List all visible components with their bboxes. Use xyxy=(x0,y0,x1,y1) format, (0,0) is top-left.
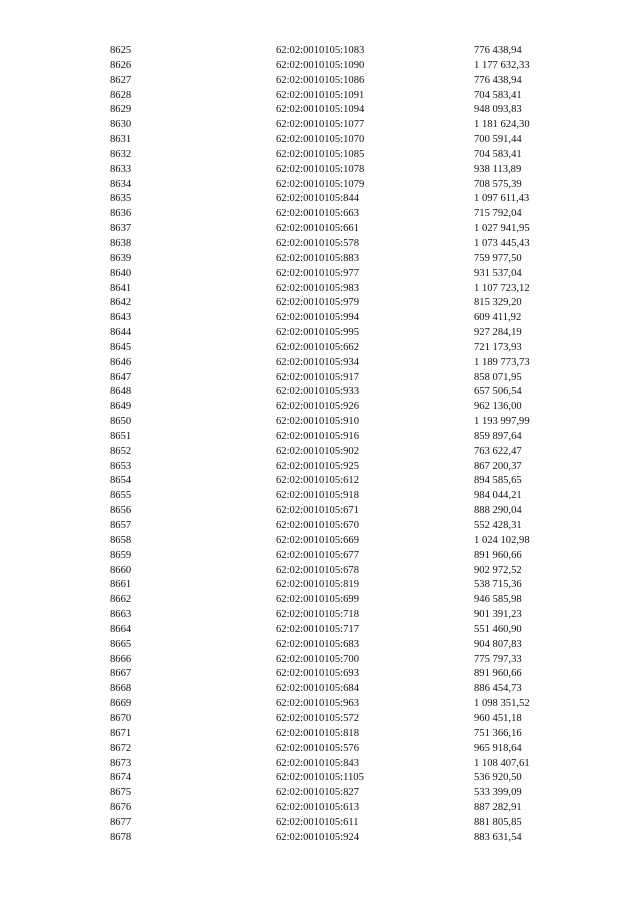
cadastral-value-cell: 984 044,21 xyxy=(474,490,522,502)
row-number-cell: 8648 xyxy=(110,386,132,398)
table-row xyxy=(0,667,640,682)
row-number-cell: 8650 xyxy=(110,416,132,428)
cadastral-number-cell: 62:02:0010105:578 xyxy=(276,237,359,249)
row-number-cell: 8673 xyxy=(110,757,132,769)
cadastral-number-cell: 62:02:0010105:819 xyxy=(276,579,359,591)
table-row xyxy=(0,252,640,267)
cadastral-value-cell: 901 391,23 xyxy=(474,609,522,621)
table-row xyxy=(0,742,640,757)
table-row xyxy=(0,519,640,534)
row-number-cell: 8628 xyxy=(110,89,132,101)
row-number-cell: 8656 xyxy=(110,505,132,517)
row-number-cell: 8675 xyxy=(110,787,132,799)
cadastral-value-cell: 1 097 611,43 xyxy=(474,193,530,205)
row-number-cell: 8625 xyxy=(110,45,132,56)
cadastral-value-cell: 775 797,33 xyxy=(474,653,522,665)
table-row xyxy=(0,816,640,831)
row-number-cell: 8665 xyxy=(110,638,132,650)
cadastral-number-cell: 62:02:0010105:700 xyxy=(276,653,359,665)
table-row xyxy=(0,371,640,386)
row-number-cell: 8667 xyxy=(110,668,132,680)
row-number-cell: 8636 xyxy=(110,208,132,220)
cadastral-number-cell: 62:02:0010105:827 xyxy=(276,787,359,799)
row-number-cell: 8669 xyxy=(110,698,132,710)
cadastral-number-cell: 62:02:0010105:910 xyxy=(276,416,359,428)
cadastral-number-cell: 62:02:0010105:1086 xyxy=(276,74,365,86)
cadastral-number-cell: 62:02:0010105:918 xyxy=(276,490,359,502)
row-number-cell: 8662 xyxy=(110,594,132,606)
cadastral-number-cell: 62:02:0010105:994 xyxy=(276,312,359,324)
cadastral-value-cell: 962 136,00 xyxy=(474,401,522,413)
table-row xyxy=(0,148,640,163)
cadastral-value-cell: 533 399,09 xyxy=(474,787,522,799)
table-row xyxy=(0,564,640,579)
cadastral-number-cell: 62:02:0010105:684 xyxy=(276,683,359,695)
table-row xyxy=(0,460,640,475)
table-row xyxy=(0,163,640,178)
table-row xyxy=(0,831,640,846)
cadastral-number-cell: 62:02:0010105:718 xyxy=(276,609,359,621)
table-row xyxy=(0,489,640,504)
cadastral-value-cell: 776 438,94 xyxy=(474,45,522,56)
cadastral-number-cell: 62:02:0010105:671 xyxy=(276,505,359,517)
cadastral-value-cell: 931 537,04 xyxy=(474,267,522,279)
cadastral-number-cell: 62:02:0010105:995 xyxy=(276,327,359,339)
table-row xyxy=(0,400,640,415)
row-number-cell: 8632 xyxy=(110,148,132,160)
cadastral-number-cell: 62:02:0010105:683 xyxy=(276,638,359,650)
cadastral-number-cell: 62:02:0010105:924 xyxy=(276,831,359,843)
cadastral-value-cell: 552 428,31 xyxy=(474,520,522,531)
table-row xyxy=(0,474,640,489)
row-number-cell: 8647 xyxy=(110,371,132,383)
row-number-cell: 8655 xyxy=(110,490,132,502)
cadastral-number-cell: 62:02:0010105:1085 xyxy=(276,148,365,160)
cadastral-number-cell: 62:02:0010105:925 xyxy=(276,460,359,472)
row-number-cell: 8657 xyxy=(110,520,132,531)
row-number-cell: 8631 xyxy=(110,134,132,146)
table-row xyxy=(0,534,640,549)
table-row xyxy=(0,207,640,222)
row-number-cell: 8651 xyxy=(110,430,132,442)
cadastral-value-cell: 887 282,91 xyxy=(474,802,522,814)
table-row xyxy=(0,311,640,326)
row-number-cell: 8659 xyxy=(110,549,132,561)
cadastral-number-cell: 62:02:0010105:926 xyxy=(276,401,359,413)
cadastral-value-cell: 904 807,83 xyxy=(474,638,522,650)
cadastral-number-cell: 62:02:0010105:979 xyxy=(276,297,359,309)
table-row xyxy=(0,103,640,118)
cadastral-number-cell: 62:02:0010105:678 xyxy=(276,564,359,576)
table-row xyxy=(0,608,640,623)
table-row xyxy=(0,638,640,653)
row-number-cell: 8663 xyxy=(110,609,132,621)
cadastral-value-cell: 815 329,20 xyxy=(474,297,522,309)
cadastral-value-cell: 965 918,64 xyxy=(474,742,522,754)
cadastral-number-cell: 62:02:0010105:917 xyxy=(276,371,359,383)
cadastral-value-cell: 1 108 407,61 xyxy=(474,757,530,769)
cadastral-number-cell: 62:02:0010105:1090 xyxy=(276,59,365,71)
cadastral-number-cell: 62:02:0010105:717 xyxy=(276,623,359,635)
row-number-cell: 8676 xyxy=(110,802,132,814)
table-row xyxy=(0,44,640,59)
cadastral-value-cell: 891 960,66 xyxy=(474,549,522,561)
cadastral-number-cell: 62:02:0010105:916 xyxy=(276,430,359,442)
row-number-cell: 8633 xyxy=(110,163,132,175)
row-number-cell: 8652 xyxy=(110,445,132,457)
cadastral-value-cell: 927 284,19 xyxy=(474,327,522,339)
cadastral-value-cell: 881 805,85 xyxy=(474,816,522,828)
cadastral-value-cell: 751 366,16 xyxy=(474,727,522,739)
table-row xyxy=(0,133,640,148)
row-number-cell: 8639 xyxy=(110,252,132,264)
cadastral-value-cell: 891 960,66 xyxy=(474,668,522,680)
row-number-cell: 8649 xyxy=(110,401,132,413)
cadastral-number-cell: 62:02:0010105:612 xyxy=(276,475,359,487)
row-number-cell: 8666 xyxy=(110,653,132,665)
cadastral-value-cell: 960 451,18 xyxy=(474,712,522,724)
table-row xyxy=(0,415,640,430)
cadastral-number-cell: 62:02:0010105:1105 xyxy=(276,772,364,784)
row-number-cell: 8664 xyxy=(110,623,132,635)
cadastral-value-cell: 1 177 632,33 xyxy=(474,59,530,71)
cadastral-value-cell: 1 073 445,43 xyxy=(474,237,530,249)
cadastral-number-cell: 62:02:0010105:663 xyxy=(276,208,359,220)
cadastral-number-cell: 62:02:0010105:677 xyxy=(276,549,359,561)
table-row xyxy=(0,326,640,341)
cadastral-number-cell: 62:02:0010105:933 xyxy=(276,386,359,398)
cadastral-value-cell: 888 290,04 xyxy=(474,505,522,517)
table-row xyxy=(0,712,640,727)
cadastral-value-cell: 1 098 351,52 xyxy=(474,698,530,710)
table-row xyxy=(0,237,640,252)
row-number-cell: 8653 xyxy=(110,460,132,472)
row-number-cell: 8670 xyxy=(110,712,132,724)
cadastral-number-cell: 62:02:0010105:661 xyxy=(276,223,359,235)
cadastral-number-cell: 62:02:0010105:883 xyxy=(276,252,359,264)
table-row xyxy=(0,222,640,237)
cadastral-number-cell: 62:02:0010105:693 xyxy=(276,668,359,680)
table-row xyxy=(0,682,640,697)
cadastral-value-cell: 715 792,04 xyxy=(474,208,522,220)
row-number-cell: 8638 xyxy=(110,237,132,249)
row-number-cell: 8674 xyxy=(110,772,132,784)
cadastral-number-cell: 62:02:0010105:977 xyxy=(276,267,359,279)
cadastral-value-cell: 721 173,93 xyxy=(474,341,522,353)
cadastral-number-cell: 62:02:0010105:699 xyxy=(276,594,359,606)
table-row xyxy=(0,89,640,104)
row-number-cell: 8635 xyxy=(110,193,132,205)
cadastral-number-cell: 62:02:0010105:843 xyxy=(276,757,359,769)
cadastral-value-cell: 948 093,83 xyxy=(474,104,522,116)
cadastral-value-cell: 704 583,41 xyxy=(474,89,522,101)
table-row xyxy=(0,757,640,772)
cadastral-value-cell: 858 071,95 xyxy=(474,371,522,383)
row-number-cell: 8646 xyxy=(110,356,132,368)
cadastral-value-cell: 1 189 773,73 xyxy=(474,356,530,368)
cadastral-value-cell: 776 438,94 xyxy=(474,74,522,86)
table-row xyxy=(0,623,640,638)
row-number-cell: 8661 xyxy=(110,579,132,591)
cadastral-value-cell: 902 972,52 xyxy=(474,564,522,576)
table-row xyxy=(0,697,640,712)
row-number-cell: 8643 xyxy=(110,312,132,324)
row-number-cell: 8668 xyxy=(110,683,132,695)
row-number-cell: 8654 xyxy=(110,475,132,487)
cadastral-value-cell: 704 583,41 xyxy=(474,148,522,160)
row-number-cell: 8645 xyxy=(110,341,132,353)
table-row xyxy=(0,593,640,608)
cadastral-value-cell: 886 454,73 xyxy=(474,683,522,695)
table-row xyxy=(0,786,640,801)
table-row xyxy=(0,282,640,297)
cadastral-number-cell: 62:02:0010105:818 xyxy=(276,727,359,739)
cadastral-number-cell: 62:02:0010105:572 xyxy=(276,712,359,724)
cadastral-number-cell: 62:02:0010105:1077 xyxy=(276,119,365,131)
cadastral-value-cell: 859 897,64 xyxy=(474,430,522,442)
table-row xyxy=(0,59,640,74)
cadastral-value-cell: 708 575,39 xyxy=(474,178,522,190)
table-row xyxy=(0,296,640,311)
table-row xyxy=(0,801,640,816)
cadastral-value-cell: 763 622,47 xyxy=(474,445,522,457)
table-row xyxy=(0,118,640,133)
cadastral-value-cell: 609 411,92 xyxy=(474,312,522,324)
row-number-cell: 8641 xyxy=(110,282,132,294)
table-row xyxy=(0,430,640,445)
cadastral-value-cell: 538 715,36 xyxy=(474,579,522,591)
cadastral-value-cell: 938 113,89 xyxy=(474,163,522,175)
table-row xyxy=(0,356,640,371)
table-row xyxy=(0,178,640,193)
cadastral-value-cell: 867 200,37 xyxy=(474,460,522,472)
table-row xyxy=(0,192,640,207)
row-number-cell: 8642 xyxy=(110,297,132,309)
cadastral-value-cell: 1 181 624,30 xyxy=(474,119,530,131)
row-number-cell: 8626 xyxy=(110,59,132,71)
cadastral-number-cell: 62:02:0010105:613 xyxy=(276,802,359,814)
table-row xyxy=(0,74,640,89)
cadastral-value-cell: 946 585,98 xyxy=(474,594,522,606)
row-number-cell: 8677 xyxy=(110,816,132,828)
cadastral-number-cell: 62:02:0010105:983 xyxy=(276,282,359,294)
cadastral-number-cell: 62:02:0010105:1083 xyxy=(276,45,365,56)
table-row xyxy=(0,771,640,786)
cadastral-number-cell: 62:02:0010105:934 xyxy=(276,356,359,368)
row-number-cell: 8678 xyxy=(110,831,132,843)
cadastral-value-cell: 1 027 941,95 xyxy=(474,223,530,235)
row-number-cell: 8629 xyxy=(110,104,132,116)
cadastral-number-cell: 62:02:0010105:1079 xyxy=(276,178,365,190)
cadastral-value-cell: 883 631,54 xyxy=(474,831,522,843)
row-number-cell: 8640 xyxy=(110,267,132,279)
row-number-cell: 8644 xyxy=(110,327,132,339)
cadastral-number-cell: 62:02:0010105:669 xyxy=(276,534,359,546)
cadastral-number-cell: 62:02:0010105:1091 xyxy=(276,89,365,101)
row-number-cell: 8671 xyxy=(110,727,132,739)
row-number-cell: 8637 xyxy=(110,223,132,235)
row-number-cell: 8627 xyxy=(110,74,132,86)
table-row xyxy=(0,341,640,356)
row-number-cell: 8634 xyxy=(110,178,132,190)
row-number-cell: 8672 xyxy=(110,742,132,754)
cadastral-number-cell: 62:02:0010105:611 xyxy=(276,816,359,828)
cadastral-value-cell: 536 920,50 xyxy=(474,772,522,784)
cadastral-number-cell: 62:02:0010105:1078 xyxy=(276,163,365,175)
row-number-cell: 8658 xyxy=(110,534,132,546)
row-number-cell: 8660 xyxy=(110,564,132,576)
cadastral-number-cell: 62:02:0010105:1094 xyxy=(276,104,365,116)
cadastral-value-cell: 1 024 102,98 xyxy=(474,534,530,546)
table-row xyxy=(0,267,640,282)
table-row xyxy=(0,504,640,519)
cadastral-number-cell: 62:02:0010105:844 xyxy=(276,193,359,205)
cadastral-number-cell: 62:02:0010105:670 xyxy=(276,520,359,531)
cadastral-number-cell: 62:02:0010105:1070 xyxy=(276,134,365,146)
table-row xyxy=(0,445,640,460)
cadastral-number-cell: 62:02:0010105:902 xyxy=(276,445,359,457)
cadastral-value-table xyxy=(0,44,640,846)
table-row xyxy=(0,727,640,742)
table-row xyxy=(0,549,640,564)
table-row xyxy=(0,578,640,593)
table-row xyxy=(0,653,640,668)
cadastral-value-cell: 551 460,90 xyxy=(474,623,522,635)
cadastral-value-cell: 759 977,50 xyxy=(474,252,522,264)
cadastral-number-cell: 62:02:0010105:576 xyxy=(276,742,359,754)
cadastral-value-cell: 1 193 997,99 xyxy=(474,416,530,428)
cadastral-value-cell: 1 107 723,12 xyxy=(474,282,530,294)
cadastral-number-cell: 62:02:0010105:963 xyxy=(276,698,359,710)
cadastral-value-cell: 894 585,65 xyxy=(474,475,522,487)
row-number-cell: 8630 xyxy=(110,119,132,131)
cadastral-number-cell: 62:02:0010105:662 xyxy=(276,341,359,353)
table-row xyxy=(0,385,640,400)
cadastral-value-cell: 657 506,54 xyxy=(474,386,522,398)
cadastral-value-cell: 700 591,44 xyxy=(474,134,522,146)
